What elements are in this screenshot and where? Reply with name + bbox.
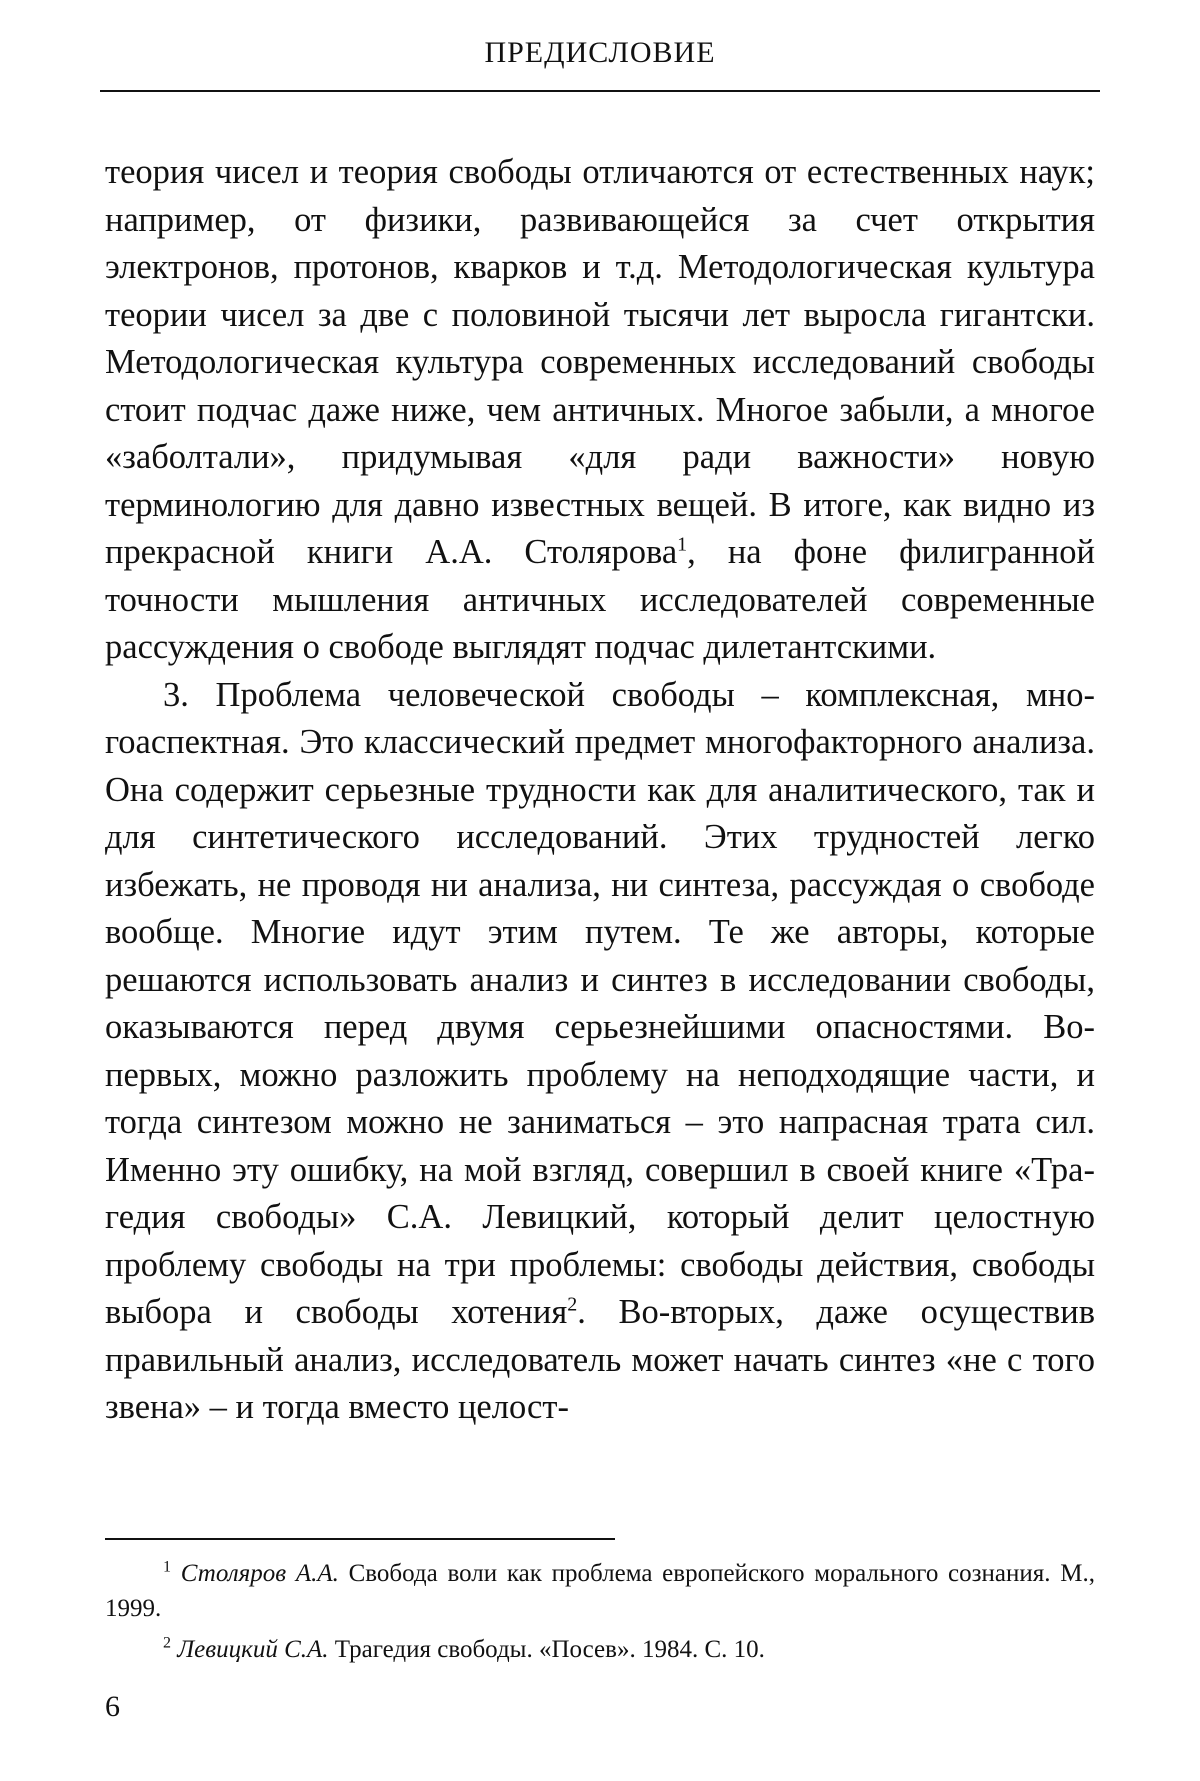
paragraph-1 — [105, 149, 1095, 672]
header-rule — [100, 90, 1100, 92]
footnote-2 — [105, 1632, 1095, 1667]
footnote-text: Трагедия свободы. «Посев». 1984. С. 10. — [328, 1636, 765, 1663]
main-text — [105, 149, 1095, 1432]
footnote-author: Столяров А.А. — [180, 1560, 339, 1587]
page-number: 6 — [105, 1690, 120, 1723]
paragraph-2 — [105, 672, 1095, 1432]
paragraph-1-part-b: , на фоне филигранной точности мышления античных исследователей современные рассуждения о свободе выглядят подчас дилетантскими. — [105, 533, 1095, 666]
footnote-marker: 1 — [163, 1558, 171, 1576]
paragraph-1-part-a: теория чисел и теория свободы отличаются от естественных наук; например, от физики, развивающейся за счет открытия электронов, протонов, кварков и т.д. Методологическая культура теории чисел за две с половиной тысячи лет выросла гигантски. Методологическая культура современных исследований свободы стоит подчас даже ниже, чем античных. Многое забыли, а многое «заболтали», придумывая «для ради важности» новую терминологию для давно известных вещей. В итоге, как видно из прекрасной книги А.А. Столярова — [105, 153, 1095, 571]
footnote-marker: 2 — [163, 1634, 171, 1652]
footnote-1 — [105, 1556, 1095, 1626]
footnote-text: Свобода воли как проблема европейского морального сознания. М., 1999. — [105, 1560, 1095, 1622]
footnote-separator — [105, 1538, 615, 1540]
paragraph-2-part-a: 3. Проблема человеческой свободы – комплексная, многоаспектная. Это классический предмет многофакторного анализа. Она содержит серьезные трудности как для аналитического, так и для синтетического исследований. Этих трудностей легко избежать, не проводя ни анализа, ни синтеза, рассуждая о свободе вообще. Многие идут этим путем. Те же авторы, которые решаются использовать анализ и синтез в исследовании свободы, оказываются перед двумя серьезнейшими опасностями. Во-первых, можно разложить проблему на неподходящие части, и тогда синтезом можно не заниматься – это напрасная трата сил. Именно эту ошибку, на мой взгляд, совершил в своей книге «Трагедия свободы» С.А. Левицкий, который делит целостную проблему свободы на три проблемы: свободы действия, свободы выбора и свободы хотения — [105, 675, 1095, 1331]
footnote-ref-2[interactable]: 2 — [567, 1293, 578, 1316]
paragraph-2-part-b: . Во-вторых, даже осуществив правильный анализ, исследователь может начать синтез «не с того звена» – и тогда вместо целост- — [105, 1293, 1095, 1426]
running-header: ПРЕДИСЛОВИЕ — [484, 36, 716, 69]
footnote-author: Левицкий С.А. — [177, 1636, 329, 1663]
footnotes — [105, 1556, 1095, 1667]
footnote-ref-1[interactable]: 1 — [677, 533, 688, 556]
